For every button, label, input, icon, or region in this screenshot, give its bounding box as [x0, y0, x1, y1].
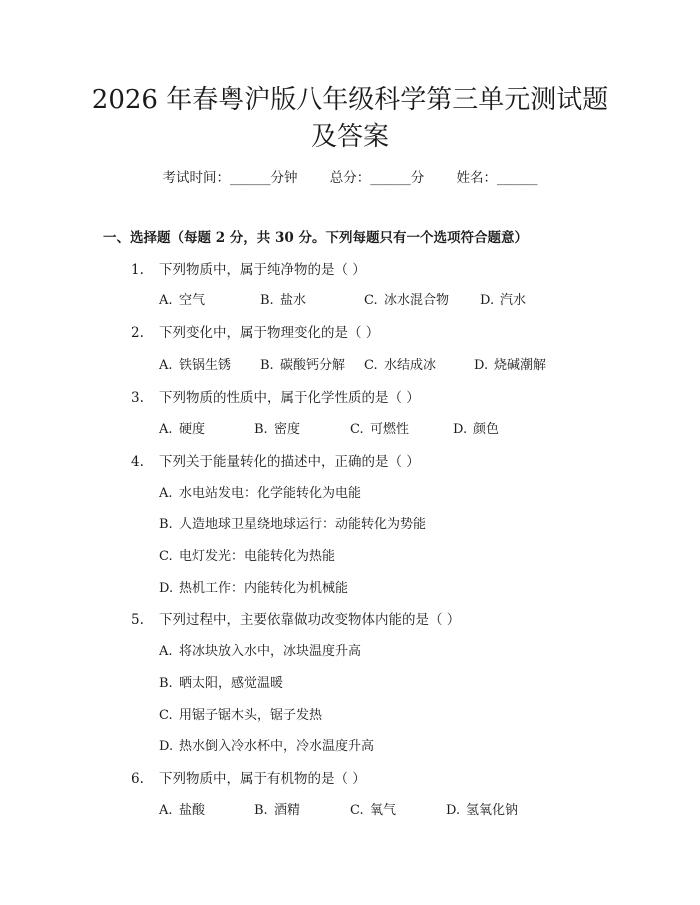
option-text: 氢氧化钠 [466, 803, 519, 818]
option-d [453, 420, 499, 440]
option-b [254, 420, 300, 440]
exam-name: 姓名：______ [456, 170, 538, 186]
option-label: A. [159, 293, 173, 308]
question-text: 下列关于能量转化的描述中，正确的是（ ） [159, 454, 420, 470]
question-number: 6. [131, 771, 144, 787]
option-a [159, 642, 361, 662]
option-text: 电灯发光：电能转化为热能 [179, 549, 336, 564]
option-label: B. [260, 358, 274, 373]
option-d [480, 291, 526, 311]
question-number: 4. [131, 454, 144, 470]
option-d [474, 356, 546, 376]
option-text: 铁锅生锈 [179, 358, 232, 373]
option-text: 冰水混合物 [384, 293, 450, 308]
option-text: 酒精 [274, 803, 301, 818]
option-label: C. [159, 549, 173, 564]
option-text: 晒太阳，感觉温暖 [179, 676, 284, 691]
exam-score: 总分：______分 [329, 170, 425, 186]
option-text: 汽水 [500, 293, 527, 308]
option-label: A. [159, 644, 173, 659]
question-number: 2. [131, 325, 144, 341]
page-title-line2: 及答案 [310, 122, 389, 152]
option-d [446, 801, 518, 821]
option-text: 盐水 [280, 293, 307, 308]
option-label: A. [159, 358, 173, 373]
option-c [364, 291, 449, 311]
question-text: 下列物质中，属于有机物的是（ ） [159, 771, 366, 787]
option-c [364, 356, 436, 376]
option-label: D. [474, 358, 489, 373]
option-c [159, 706, 322, 726]
option-d [159, 737, 374, 757]
option-text: 人造地球卫星绕地球运行：动能转化为势能 [179, 517, 427, 532]
option-label: B. [260, 293, 274, 308]
option-text: 水电站发电：化学能转化为电能 [179, 486, 362, 501]
question-text: 下列变化中，属于物理变化的是（ ） [159, 325, 380, 341]
option-d [159, 579, 348, 599]
option-label: B. [254, 422, 268, 437]
option-text: 烧碱潮解 [494, 358, 547, 373]
option-label: C. [159, 708, 173, 723]
option-label: D. [446, 803, 461, 818]
option-text: 空气 [179, 293, 206, 308]
option-label: C. [350, 422, 364, 437]
option-label: D. [453, 422, 468, 437]
option-text: 密度 [274, 422, 301, 437]
option-label: C. [350, 803, 364, 818]
option-b [254, 801, 300, 821]
exam-meta [0, 168, 700, 188]
option-text: 热机工作：内能转化为机械能 [179, 581, 349, 596]
question-text: 下列物质的性质中，属于化学性质的是（ ） [159, 390, 420, 406]
section-heading: 一、选择题（每题 2 分，共 30 分。下列每题只有一个选项符合题意） [103, 230, 528, 246]
option-b [159, 515, 426, 535]
option-text: 盐酸 [179, 803, 206, 818]
option-label: B. [159, 676, 173, 691]
option-label: A. [159, 486, 173, 501]
option-a [159, 801, 205, 821]
page-title: 2026 年春粤沪版八年级科学第三单元测试题 [91, 85, 609, 115]
option-a [159, 420, 205, 440]
option-label: D. [159, 581, 174, 596]
option-a [159, 356, 231, 376]
option-label: D. [480, 293, 495, 308]
option-text: 热水倒入冷水杯中，冷水温度升高 [179, 739, 375, 754]
question-number: 3. [131, 390, 144, 406]
option-text: 可燃性 [370, 422, 410, 437]
option-a [159, 291, 205, 311]
option-c [350, 420, 409, 440]
question-text: 下列物质中，属于纯净物的是（ ） [159, 262, 366, 278]
option-c [159, 547, 335, 567]
question-text: 下列过程中，主要依靠做功改变物体内能的是（ ） [159, 612, 461, 628]
option-label: B. [254, 803, 268, 818]
option-b [159, 674, 283, 694]
option-label: C. [364, 358, 378, 373]
option-text: 水结成冰 [384, 358, 437, 373]
option-text: 氧气 [370, 803, 397, 818]
option-b [260, 291, 306, 311]
option-text: 用锯子锯木头，锯子发热 [179, 708, 323, 723]
question-number: 1. [131, 262, 144, 278]
option-text: 颜色 [473, 422, 500, 437]
option-text: 硬度 [179, 422, 206, 437]
option-label: A. [159, 422, 173, 437]
option-b [260, 356, 345, 376]
option-label: A. [159, 803, 173, 818]
option-label: C. [364, 293, 378, 308]
option-text: 碳酸钙分解 [280, 358, 346, 373]
option-label: D. [159, 739, 174, 754]
option-text: 将冰块放入水中，冰块温度升高 [179, 644, 362, 659]
option-c [350, 801, 396, 821]
question-number: 5. [131, 612, 144, 628]
option-label: B. [159, 517, 173, 532]
exam-time: 考试时间：______分钟 [162, 170, 298, 186]
option-a [159, 484, 361, 504]
